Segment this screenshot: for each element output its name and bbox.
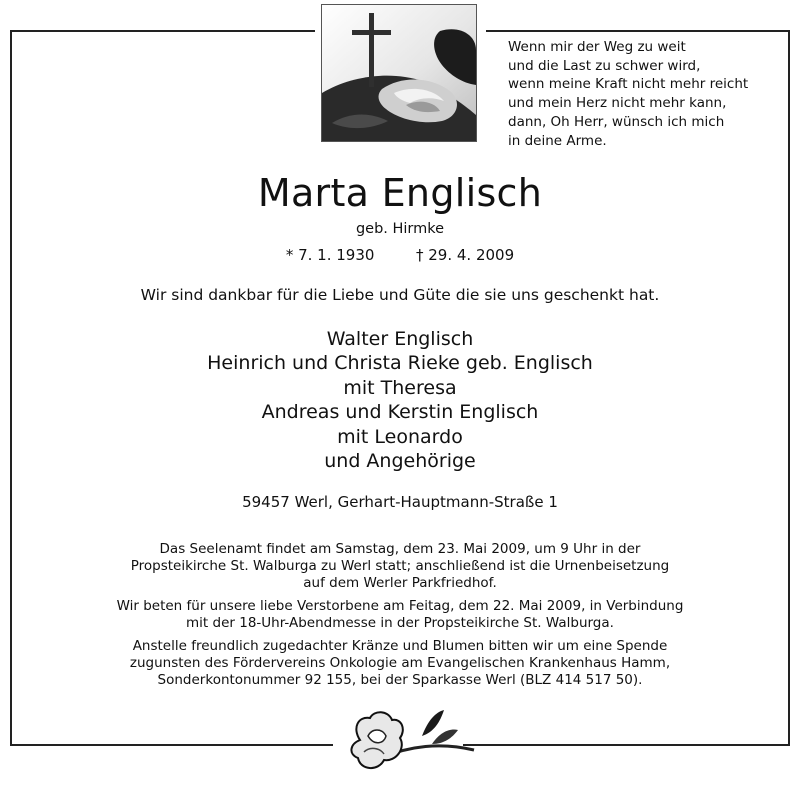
notice-line: Propsteikirche St. Walburga zu Werl statt; anschließend ist die Urnenbeisetzung <box>130 558 670 575</box>
cross-icon-horizontal <box>352 30 391 35</box>
cross-rose-photo <box>321 4 477 142</box>
family-list <box>12 327 788 473</box>
family-line: mit Theresa <box>343 376 457 399</box>
notice-line: zugunsten des Fördervereins Onkologie am Evangelischen Krankenhaus Hamm, <box>129 655 671 672</box>
notice-line: mit der 18-Uhr-Abendmesse in der Propsteikirche St. Walburga. <box>186 615 614 632</box>
deceased-name: Marta Englisch <box>257 171 543 215</box>
notice-line: Wir beten für unsere liebe Verstorbene am Feitag, dem 22. Mai 2009, in Verbindung <box>116 598 684 614</box>
notice-requiem <box>12 541 788 593</box>
poem-line: in deine Arme. <box>508 132 607 149</box>
family-line: mit Leonardo <box>337 425 463 448</box>
notice-line: Das Seelenamt findet am Samstag, dem 23. Mai 2009, um 9 Uhr in der <box>159 541 641 557</box>
thanks-line: Wir sind dankbar für die Liebe und Güte die sie uns geschenkt hat. <box>140 286 660 304</box>
poem-line: und mein Herz nicht mehr kann, <box>508 95 727 112</box>
life-dates <box>12 246 788 264</box>
notice-line: Sonderkontonummer 92 155, bei der Sparkasse Werl (BLZ 414 517 50). <box>157 672 643 689</box>
cross-rose-graphic <box>322 5 476 141</box>
birth-name: geb. Hirmke <box>355 221 445 237</box>
notice-line: auf dem Werler Parkfriedhof. <box>303 575 497 592</box>
cross-icon-vertical <box>369 13 374 87</box>
family-line: und Angehörige <box>324 450 476 473</box>
birth-date: * 7. 1. 1930 <box>285 246 375 264</box>
poem-line: wenn meine Kraft nicht mehr reicht <box>508 76 749 93</box>
rose-icon <box>340 706 480 782</box>
family-line: Andreas und Kerstin Englisch <box>261 401 539 424</box>
poem-line: und die Last zu schwer wird, <box>508 57 701 74</box>
notice-prayer <box>12 598 788 632</box>
family-line: Walter Englisch <box>326 328 474 350</box>
family-line: Heinrich und Christa Rieke geb. Englisch <box>207 352 593 375</box>
notice-donation <box>12 638 788 690</box>
poem-line: Wenn mir der Weg zu weit <box>508 39 686 55</box>
address: 59457 Werl, Gerhart-Hauptmann-Straße 1 <box>242 493 558 511</box>
poem-line: dann, Oh Herr, wünsch ich mich <box>508 113 725 130</box>
notice-line: Anstelle freundlich zugedachter Kränze und Blumen bitten wir um eine Spende <box>132 638 668 654</box>
death-date: † 29. 4. 2009 <box>416 246 515 264</box>
poem <box>508 38 778 150</box>
